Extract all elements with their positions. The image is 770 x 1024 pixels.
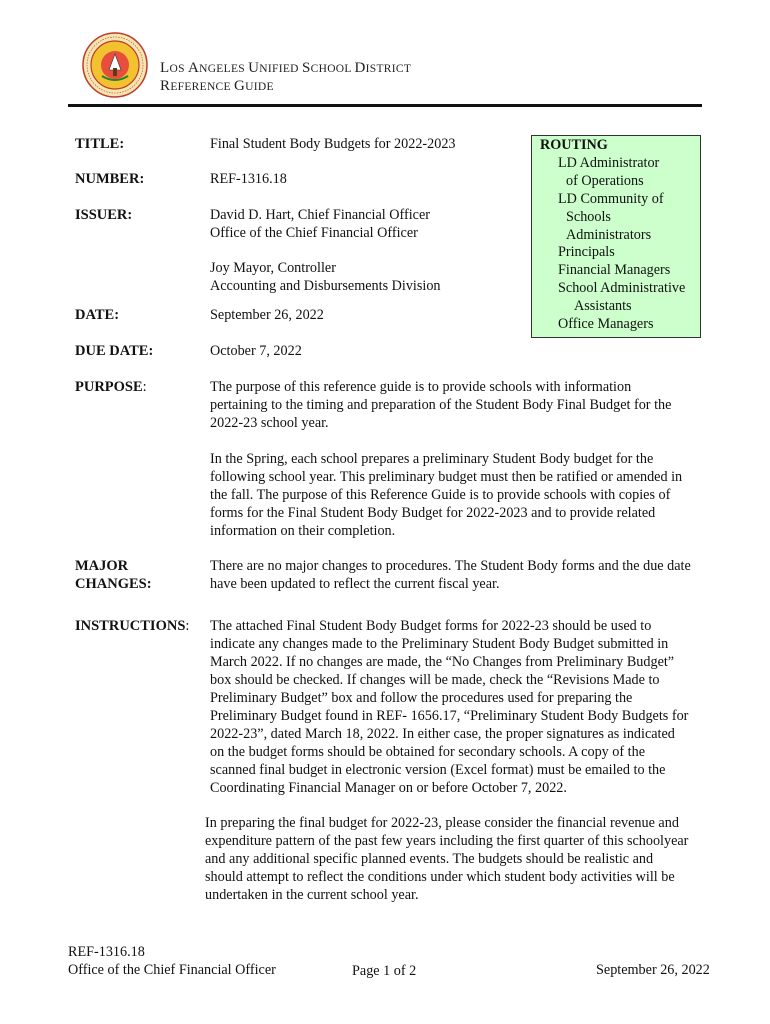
instructions-label: INSTRUCTIONS: — [75, 618, 190, 634]
footer-ref: REF-1316.18 — [68, 944, 145, 960]
major-changes-label: MAJOR CHANGES: — [75, 558, 152, 592]
number-label: NUMBER: — [75, 171, 145, 187]
footer-date: September 26, 2022 — [596, 962, 710, 978]
routing-item: Schools — [566, 208, 611, 225]
routing-item: LD Administrator — [558, 154, 660, 171]
title-value: Final Student Body Budgets for 2022-2023 — [210, 136, 456, 152]
number-value: REF-1316.18 — [210, 171, 287, 187]
date-label: DATE: — [75, 307, 120, 323]
issuer-line: Office of the Chief Financial Officer — [210, 225, 418, 241]
title-label: TITLE: — [75, 136, 125, 152]
due-date-value: October 7, 2022 — [210, 343, 302, 359]
routing-title: ROUTING — [540, 137, 608, 153]
routing-item: School Administrative — [558, 280, 686, 297]
footer-page-number: Page 1 of 2 — [352, 963, 417, 979]
routing-item: of Operations — [566, 172, 644, 189]
header-rule — [68, 104, 702, 107]
routing-item: Financial Managers — [558, 262, 671, 279]
routing-item: Administrators — [566, 226, 652, 243]
routing-item: Assistants — [574, 298, 632, 315]
issuer-line: David D. Hart, Chief Financial Officer — [210, 207, 430, 223]
purpose-paragraph: In the Spring, each school prepares a preliminary Student Body budget for the following school year. This preliminary budget must then be ratified or amended in the fall. The purpose of this Reference Guide is to provide schools with copies of forms for the Final Student Body Budget for 2022-2023 and to provide related information on their completion. — [210, 451, 683, 539]
major-changes-text: There are no major changes to procedures. The Student Body forms and the due date have been updated to reflect the current fiscal year. — [210, 558, 691, 592]
issuer-line: Joy Mayor, Controller — [210, 260, 336, 276]
routing-box — [531, 135, 701, 338]
date-value: September 26, 2022 — [210, 307, 324, 323]
purpose-label: PURPOSE: — [75, 379, 147, 395]
due-date-label: DUE DATE: — [75, 343, 154, 359]
routing-item: Principals — [558, 244, 615, 261]
issuer-label: ISSUER: — [75, 207, 133, 223]
footer-office: Office of the Chief Financial Officer — [68, 962, 276, 978]
purpose-paragraph: The purpose of this reference guide is to provide schools with information pertaining to the timing and preparation of the Student Body Final Budget for the 2022-23 school year. — [210, 379, 672, 431]
district-name: LOS ANGELES UNIFIED SCHOOL DISTRICT — [160, 60, 412, 76]
instructions-paragraph: The attached Final Student Body Budget forms for 2022-23 should be used to indicate any changes made to the Preliminary Student Body Budget submitted in March 2022. If no changes are made, the “No Changes from Preliminary Budget” box should be checked. If changes will be made, check the “Revisions Made to Preliminary Budget” box and follow the procedures used for preparing the Preliminary Budget found in REF- 1656.17, “Preliminary Student Body Budgets for 2022-23”, dated March 18, 2022. In either case, the proper signatures as indicated on the budget forms should be obtained for secondary schools. A copy of the scanned final budget in electronic version (Excel format) must be emailed to the Coordinating Financial Manager on or before October 7, 2022. — [210, 618, 689, 796]
document-type: REFERENCE GUIDE — [160, 78, 274, 94]
routing-item: LD Community of — [558, 190, 664, 207]
instructions-paragraph: In preparing the final budget for 2022-23, please consider the financial revenue and expenditure pattern of the past few years including the first quarter of this schoolyear and any additional specific planned events. The budgets should be realistic and should attempt to reflect the conditions under which student body activities will be undertaken in the current school year. — [205, 815, 689, 903]
issuer-line: Accounting and Disbursements Division — [210, 278, 441, 294]
routing-item: Office Managers — [558, 316, 654, 333]
district-seal-logo — [82, 32, 148, 98]
